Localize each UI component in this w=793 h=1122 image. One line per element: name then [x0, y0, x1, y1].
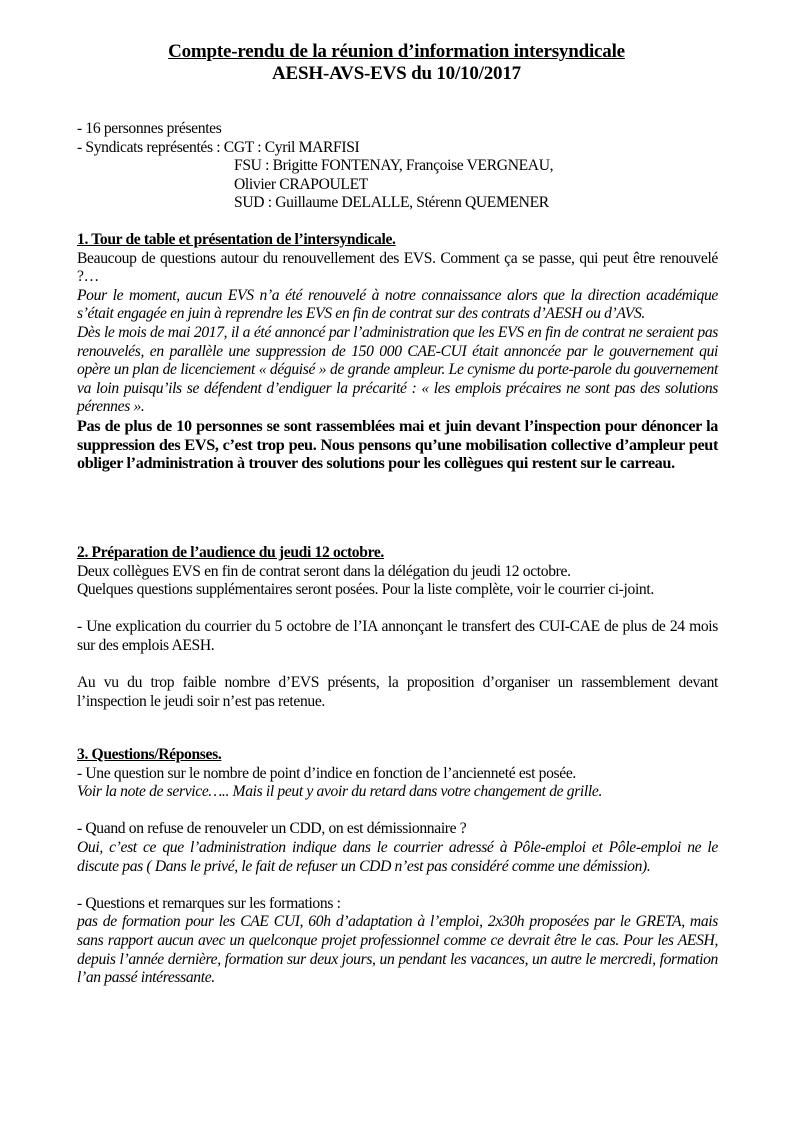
paragraph: Pour le moment, aucun EVS n’a été renouvelé à notre connaissance alors que la direction académique s’était engagée en juin à reprendre les EVS en fin de contrat sur des contrats d’AESH ou d’AVS. — [77, 286, 718, 323]
unions-fsu-cont: Olivier CRAPOULET — [234, 175, 368, 193]
question: - Questions et remarques sur les formations : — [77, 894, 341, 912]
unions-cgt: - Syndicats représentés : CGT : Cyril MARFISI — [77, 138, 360, 156]
paragraph: Au vu du trop faible nombre d’EVS présents, la proposition d’organiser un rassemblement devant l’inspection le jeudi soir n’est pas retenue. — [77, 674, 718, 710]
paragraph: Dès le mois de mai 2017, il a été annoncé par l’administration que les EVS en fin de contrat ne seraient pas renouvelés, en parallèle une suppression de 150 000 CAE-CUI était annoncée par le gouvernement qui opère un plan de licenciement « déguisé » de grande ampleur. Le cynisme du porte-parole du gouvernement va loin puisqu’ils se défendent d’endiguer la précarité : « les emplois précaires ne sont pas des solutions pérennes ». — [77, 323, 718, 416]
unions-sud: SUD : Guillaume DELALLE, Stérenn QUEMENER — [234, 194, 549, 212]
section-3 — [77, 746, 718, 988]
section-2 — [77, 544, 718, 711]
answer: Voir la note de service….. Mais il peut y avoir du retard dans votre changement de grille. — [77, 783, 603, 801]
attendance-count: - 16 personnes présentes — [77, 120, 222, 137]
paragraph: Deux collègues EVS en fin de contrat seront dans la délégation du jeudi 12 octobre. — [77, 562, 571, 580]
unions-fsu: FSU : Brigitte FONTENAY, Françoise VERGNEAU, — [234, 157, 554, 175]
question: - Quand on refuse de renouveler un CDD, on est démissionnaire ? — [77, 820, 467, 838]
answer: Oui, c’est ce que l’administration indique dans le courrier adressé à Pôle-emploi et Pôle-emploi ne le discute pas ( Dans le privé, le fait de refuser un CDD n’est pas considéré comme une démission). — [77, 838, 718, 875]
section-heading: 1. Tour de table et présentation de l’intersyndicale. — [77, 231, 396, 248]
question: - Une question sur le nombre de point d’indice en fonction de l’ancienneté est posée. — [77, 764, 576, 782]
attendance — [77, 120, 718, 213]
paragraph: Pas de plus de 10 personnes se sont rassemblées mai et juin devant l’inspection pour dénoncer la suppression des EVS, c’est trop peu. Nous pensons qu’une mobilisation collective d’ampleur peut obliger l’administration à trouver des solutions pour les collègues qui restent sur le carreau. — [77, 416, 718, 473]
paragraph: Beaucoup de questions autour du renouvellement des EVS. Comment ça se passe, qui peut être renouvelé ?… — [77, 249, 718, 286]
section-heading: 2. Préparation de l’audience du jeudi 12 octobre. — [77, 544, 384, 561]
answer: pas de formation pour les CAE CUI, 60h d’adaptation à l’emploi, 2x30h proposées par le GRETA, mais sans rapport aucun avec un quelconque projet professionnel comme ce devrait être le cas. Pour les AESH, depuis l’année dernière, formation sur deux jours, un pendant les vacances, un autre le mercredi, formation l’an passé intéressante. — [77, 913, 718, 987]
paragraph: Quelques questions supplémentaires seront posées. Pour la liste complète, voir le courrier ci-joint. — [77, 581, 654, 599]
section-heading: 3. Questions/Réponses. — [77, 746, 222, 763]
paragraph: - Une explication du courrier du 5 octobre de l’IA annonçant le transfert des CUI-CAE de plus de 24 mois sur des emplois AESH. — [77, 618, 718, 654]
section-1 — [77, 231, 718, 473]
document-title: Compte-rendu de la réunion d’information intersyndicale — [168, 41, 625, 62]
document-subtitle: AESH-AVS-EVS du 10/10/2017 — [272, 63, 521, 84]
